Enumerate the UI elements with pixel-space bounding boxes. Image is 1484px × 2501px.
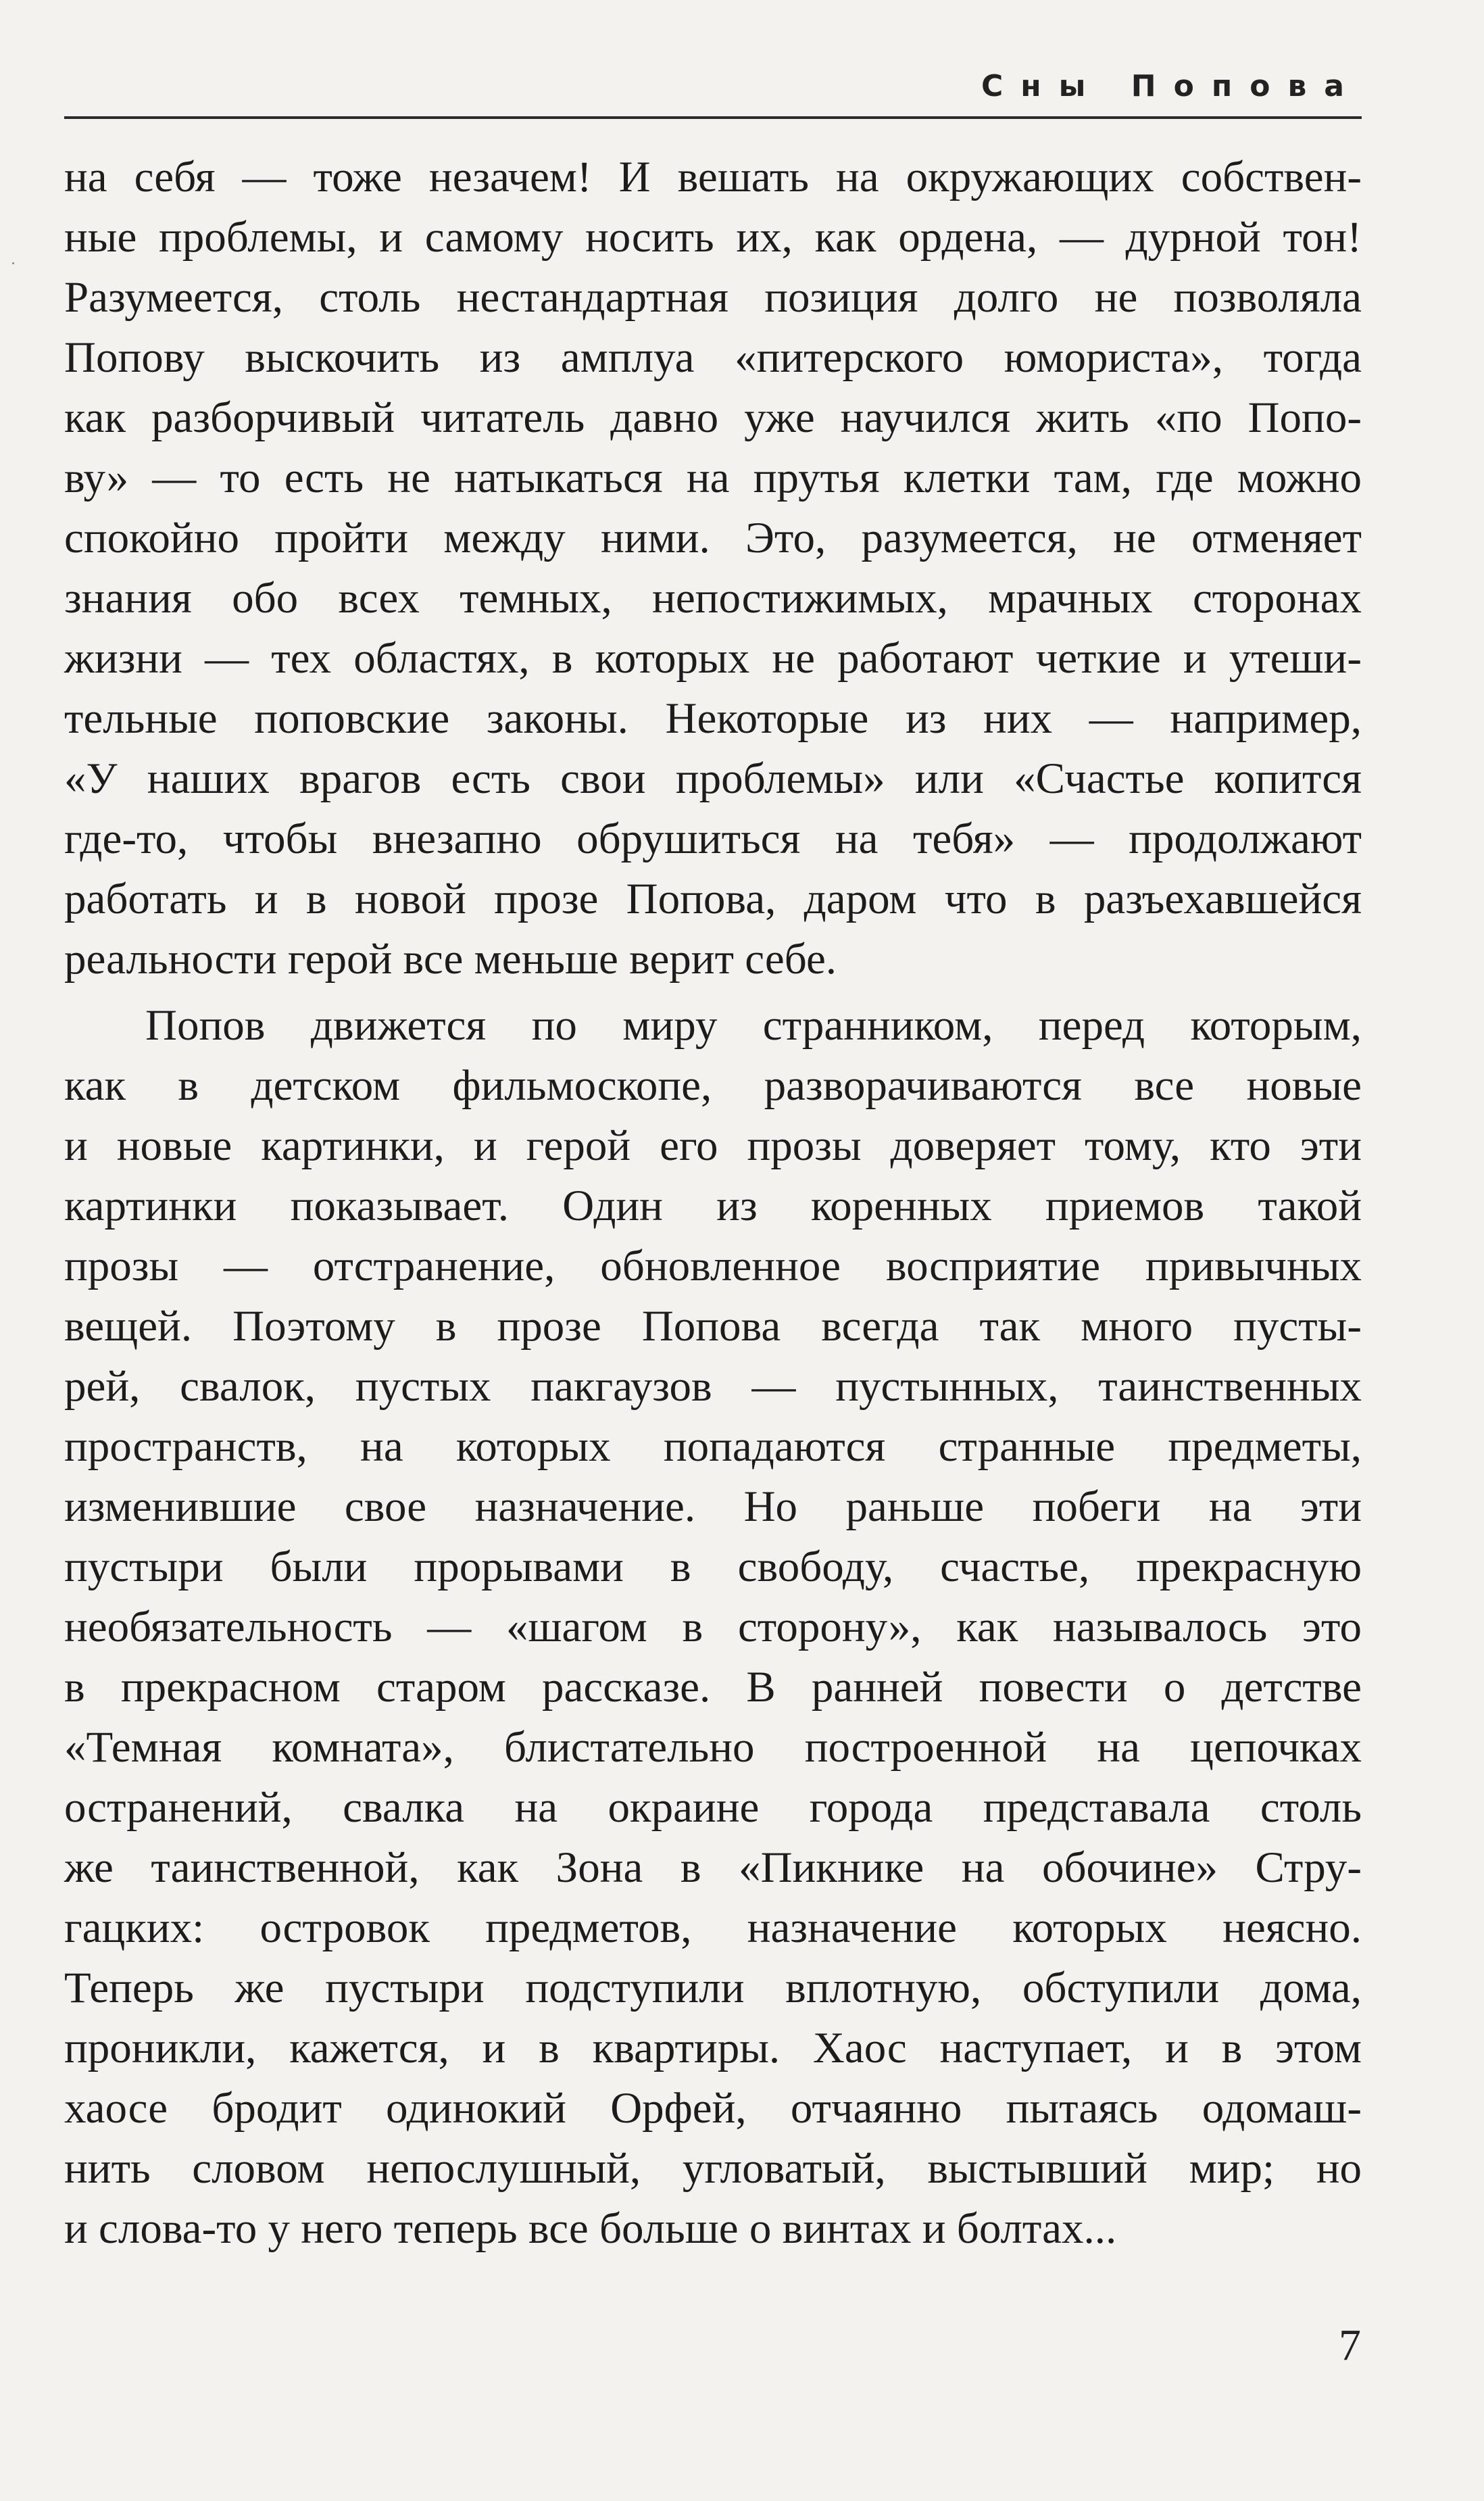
- text-line: реальности герой все меньше верит себе.: [64, 935, 837, 984]
- text-line: нить словом непослушный, угловатый, выстывший мир; но: [64, 2144, 1362, 2193]
- text-line: где-то, чтобы внезапно обрушиться на тебя» — продолжают: [64, 815, 1362, 863]
- text-line: пустыри были прорывами в свободу, счастье, прекрасную: [64, 1543, 1362, 1591]
- text-line: остранений, свалка на окраине города представала столь: [64, 1783, 1362, 1832]
- text-line: хаосе бродит одинокий Орфей, отчаянно пытаясь одомаш-: [64, 2084, 1362, 2133]
- text-line: как разборчивый читатель давно уже научился жить «по Попо-: [64, 393, 1362, 442]
- text-line: тельные поповские законы. Некоторые из них — например,: [64, 694, 1362, 743]
- text-line: знания обо всех темных, непостижимых, мрачных сторонах: [64, 574, 1362, 623]
- body-text: [64, 147, 1362, 2259]
- text-line: пространств, на которых попадаются странные предметы,: [64, 1422, 1362, 1471]
- running-head: [64, 68, 1362, 118]
- text-line: и новые картинки, и герой его прозы доверяет тому, кто эти: [64, 1121, 1362, 1170]
- text-line: Теперь же пустыри подступили вплотную, обступили дома,: [64, 1964, 1362, 2012]
- text-line: необязательность — «шагом в сторону», как называлось это: [64, 1603, 1362, 1651]
- scan-speck: [12, 262, 14, 264]
- text-line: рей, свалок, пустых пакгаузов — пустынных, таинственных: [64, 1362, 1362, 1411]
- text-line: прозы — отстранение, обновленное восприятие привычных: [64, 1242, 1362, 1290]
- text-line: на себя — тоже незачем! И вешать на окружающих собствен-: [64, 153, 1362, 201]
- running-title: Сны Попова: [981, 69, 1362, 103]
- page-number: 7: [1339, 2321, 1361, 2370]
- text-line: Разумеется, столь нестандартная позиция долго не позволяла: [64, 273, 1362, 322]
- text-line: проникли, кажется, и в квартиры. Хаос наступает, и в этом: [64, 2024, 1362, 2072]
- text-line: же таинственной, как Зона в «Пикнике на обочине» Стру-: [64, 1843, 1362, 1892]
- text-line: ные проблемы, и самому носить их, как ордена, — дурной тон!: [64, 213, 1362, 262]
- text-line: жизни — тех областях, в которых не работают четкие и утеши-: [64, 634, 1362, 683]
- text-line: Попов движется по миру странником, перед которым,: [145, 1001, 1362, 1050]
- text-line: и слова-то у него теперь все больше о винтах и болтах...: [64, 2204, 1117, 2253]
- text-line: «Темная комната», блистательно построенной на цепочках: [64, 1723, 1362, 1772]
- text-line: картинки показывает. Один из коренных приемов такой: [64, 1182, 1362, 1230]
- paragraph-2: [64, 996, 1362, 2259]
- text-line: гацких: островок предметов, назначение которых неясно.: [64, 1903, 1362, 1952]
- text-line: как в детском фильмоскопе, разворачиваются все новые: [64, 1061, 1362, 1110]
- text-line: вещей. Поэтому в прозе Попова всегда так много пусты-: [64, 1302, 1362, 1351]
- text-line: изменившие свое назначение. Но раньше побеги на эти: [64, 1482, 1362, 1531]
- text-line: Попову выскочить из амплуа «питерского юмориста», тогда: [64, 333, 1362, 382]
- text-line: работать и в новой прозе Попова, даром что в разъехавшейся: [64, 875, 1362, 923]
- text-line: спокойно пройти между ними. Это, разумеется, не отменяет: [64, 514, 1362, 562]
- header-rule: [64, 116, 1362, 119]
- text-line: «У наших врагов есть свои проблемы» или «Счастье копится: [64, 754, 1362, 803]
- text-line: ву» — то есть не натыкаться на прутья клетки там, где можно: [64, 454, 1362, 502]
- text-line: в прекрасном старом рассказе. В ранней повести о детстве: [64, 1663, 1362, 1711]
- paragraph-1: [64, 147, 1362, 990]
